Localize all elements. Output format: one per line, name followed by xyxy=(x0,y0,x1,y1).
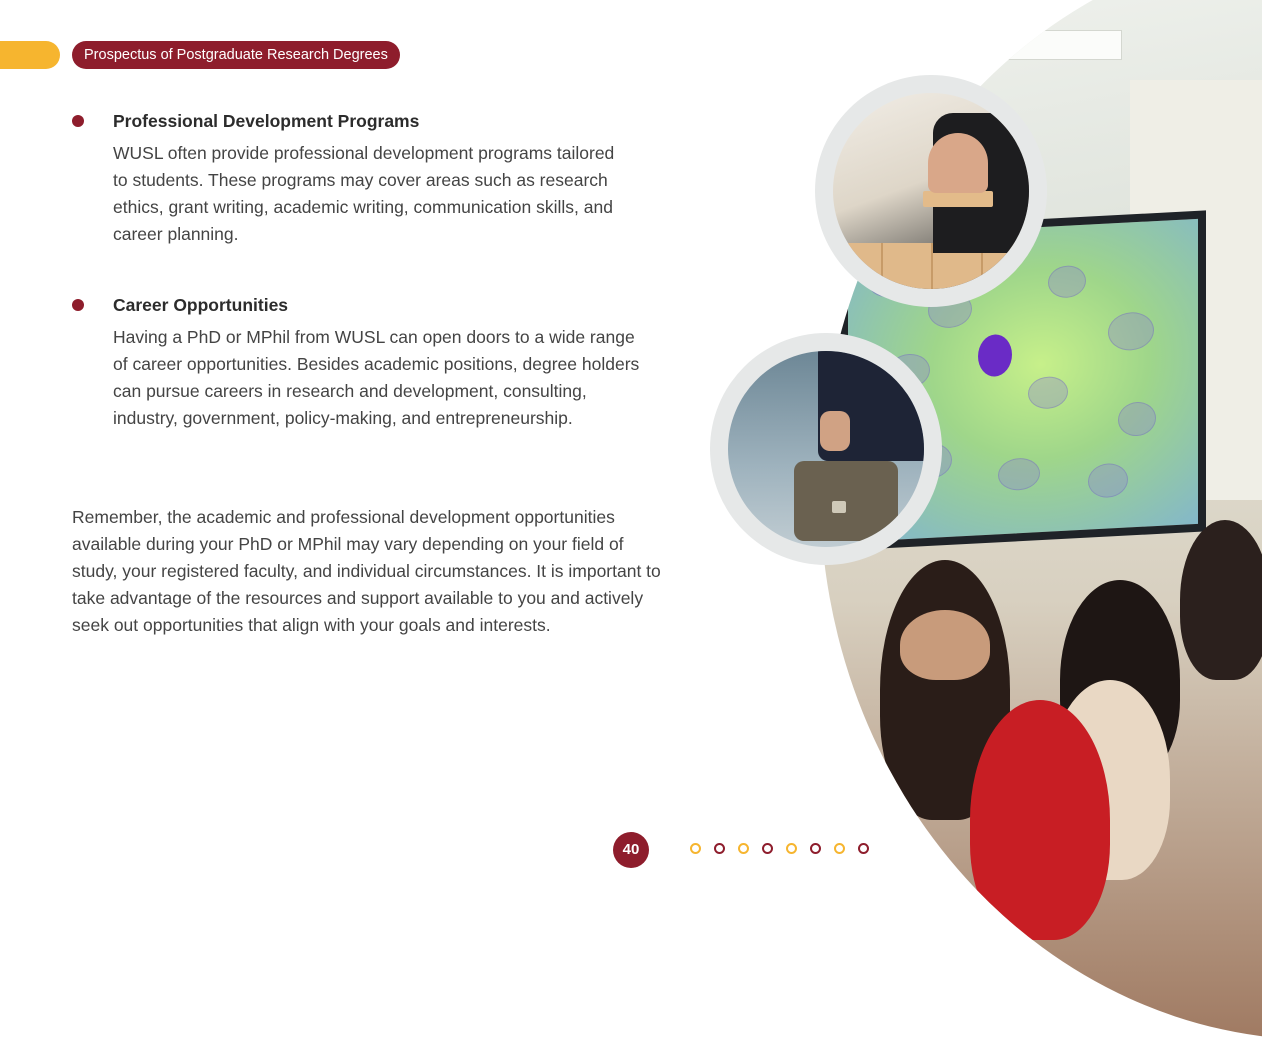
stained-cell xyxy=(978,334,1012,378)
accent-bar xyxy=(0,41,60,69)
section-body: WUSL often provide professional development programs tailored to students. These programs may cover areas such as research ethics, grant writing, academic writing, communication skills, and career planning. xyxy=(113,143,615,244)
circle-photo-blocks-frame xyxy=(815,75,1047,307)
dot-icon xyxy=(858,843,869,854)
dot-icon xyxy=(690,843,701,854)
closing-paragraph: Remember, the academic and professional development opportunities available during your PhD or MPhil may vary depending on your field of study, your registered faculty, and individual circumstances. It is important to take advantage of the resources and support available to you and actively seek out opportunities that align with your goals and interests. xyxy=(72,507,661,635)
stacking-blocks-image xyxy=(833,93,1029,289)
dot-icon xyxy=(834,843,845,854)
section-career-opportunities xyxy=(72,292,662,432)
section-body: Having a PhD or MPhil from WUSL can open doors to a wide range of career opportunities. Besides academic positions, degree holders can pursue careers in research and development, consulting, industry, government, policy-making, and entrepreneurship. xyxy=(113,327,640,428)
section-title: Professional Development Programs xyxy=(113,111,420,131)
section-title: Career Opportunities xyxy=(113,295,289,315)
dot-icon xyxy=(786,843,797,854)
section-professional-development xyxy=(72,108,662,248)
header-title-pill: Prospectus of Postgraduate Research Degrees xyxy=(72,41,400,69)
page-number: 40 xyxy=(613,832,649,868)
circle-photo-briefcase-frame xyxy=(710,333,942,565)
bullet-icon xyxy=(72,115,84,127)
briefcase-image xyxy=(728,351,924,547)
dot-icon xyxy=(714,843,725,854)
pagination-dots xyxy=(690,843,869,854)
dot-icon xyxy=(762,843,773,854)
dot-icon xyxy=(810,843,821,854)
dot-icon xyxy=(738,843,749,854)
bullet-icon xyxy=(72,299,84,311)
